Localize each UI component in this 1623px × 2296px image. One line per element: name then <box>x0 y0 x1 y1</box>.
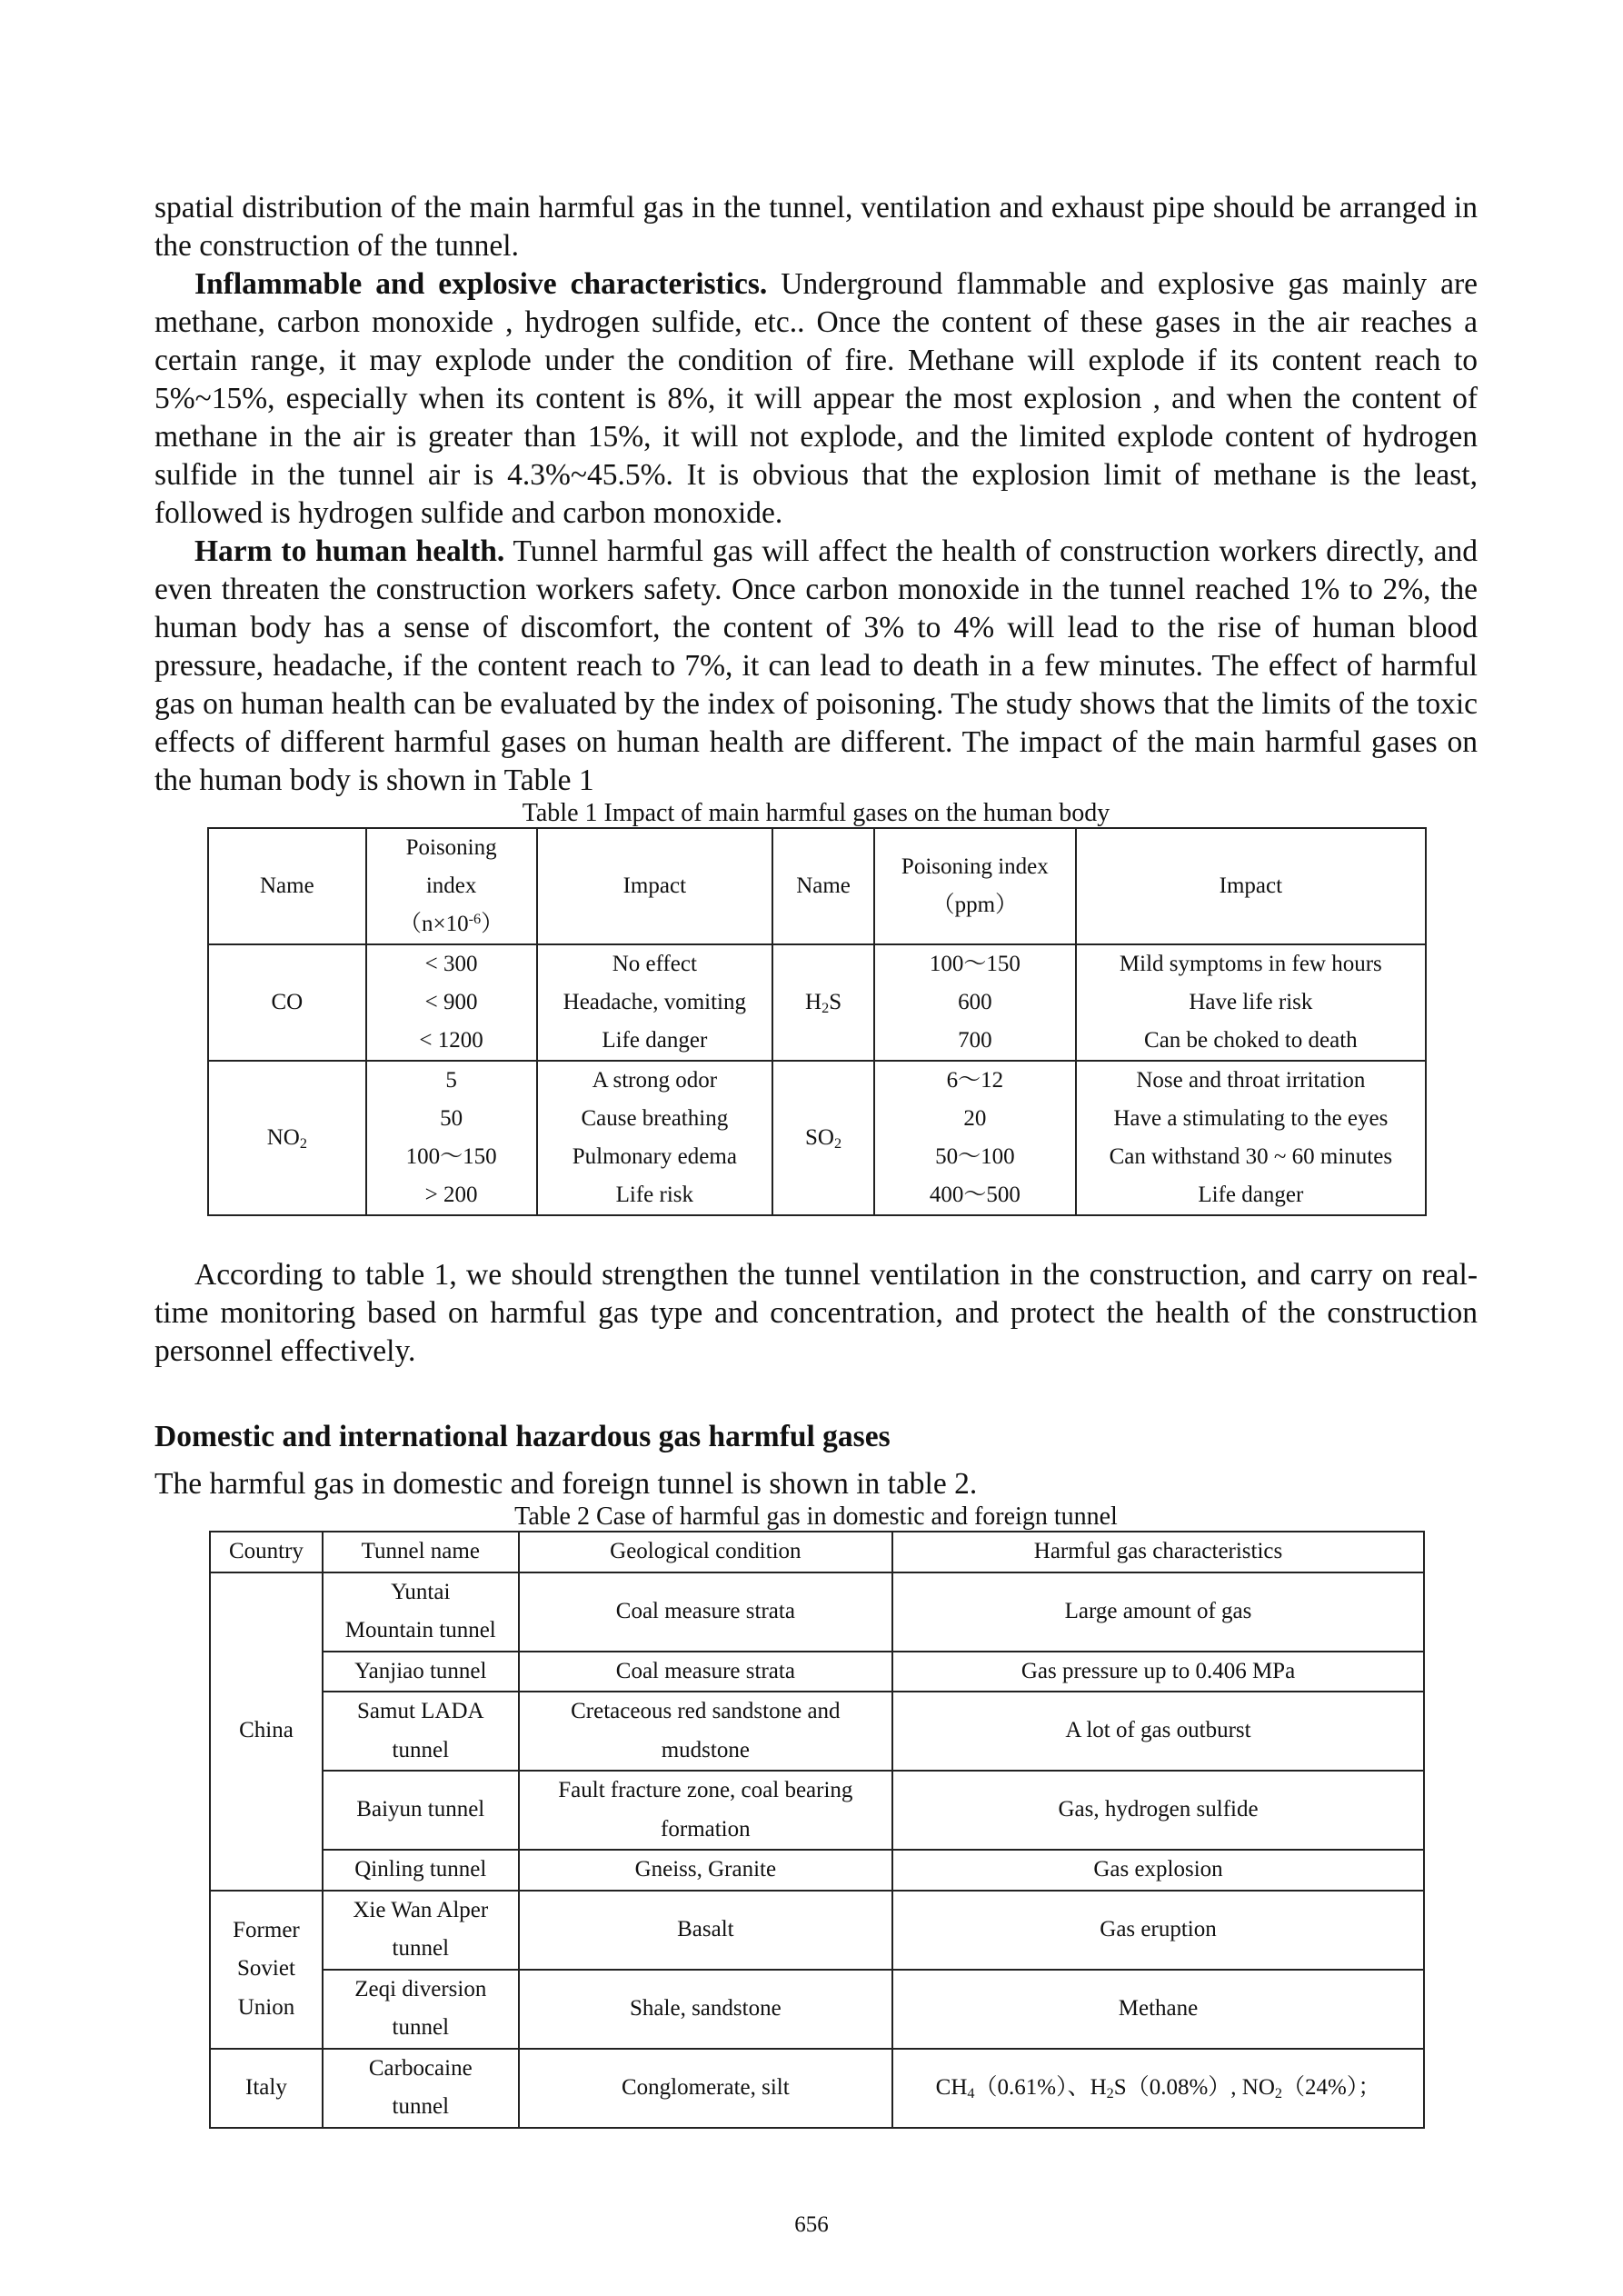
formula-subscript: 2 <box>833 1135 842 1153</box>
cell-value: 20 <box>963 1106 987 1131</box>
geological-condition: Shale, sandstone <box>519 1970 892 2049</box>
formula-subscript: 2 <box>1274 2084 1283 2101</box>
cell-value: tunnel <box>392 1737 450 1762</box>
cell-value: Mild symptoms in few hours <box>1119 952 1382 976</box>
table2-caption: Table 2 Case of harmful gas in domestic and foreign tunnel <box>514 1502 1118 1531</box>
header-text: index <box>425 873 477 898</box>
formula-subscript: 2 <box>1106 2084 1114 2101</box>
table2 <box>209 1531 1425 2129</box>
page-number: 656 <box>794 2212 829 2237</box>
cell-value: 5 <box>445 1068 457 1093</box>
formula-part: （24%）； <box>1282 2074 1381 2100</box>
gas-characteristics: Methane <box>892 1970 1424 2049</box>
page-content <box>154 189 1478 2129</box>
cell-value: tunnel <box>392 1936 450 1961</box>
paragraph-inflammable <box>154 265 1478 533</box>
gas-characteristics: Gas pressure up to 0.406 MPa <box>892 1652 1424 1692</box>
unit-text: ） <box>481 912 504 936</box>
paragraph-health <box>154 533 1478 800</box>
geological-condition: Coal measure strata <box>519 1572 892 1652</box>
cell-value: Union <box>237 1994 295 2020</box>
paragraph-conclusion: According to table 1, we should strengthen the tunnel ventilation in the construction, and carry on real-time monitoring based on harmful gas type and concentration, and protect the health of the construction personnel effectively. <box>154 1258 1478 1368</box>
paragraph-health-body: Tunnel harmful gas will affect the health of construction workers directly, and even threaten the construction workers safety. Once carbon monoxide in the tunnel reached 1% to 2%, the human body has a sense of discomfort, the content of 3% to 4% will lead to the rise of human blood pressure, headache, if the content reach to 7%, it can lead to death in a few minutes. The effect of harmful gas on human health can be evaluated by the index of poisoning. The study shows that the limits of the toxic effects of different harmful gases on human health are different. The impact of the main harmful gases on the human body is shown in Table 1 <box>154 534 1478 797</box>
cell-value: 50～100 <box>935 1144 1015 1169</box>
table2-header-row <box>210 1532 1424 1572</box>
cell-value: Life risk <box>615 1183 694 1207</box>
cell-value: 600 <box>958 990 992 1014</box>
h2s-index-values <box>874 944 1076 1061</box>
cell-value: Have a stimulating to the eyes <box>1113 1106 1389 1131</box>
table1-header-impact2: Impact <box>1076 828 1426 944</box>
country-soviet <box>210 1891 323 2049</box>
tunnel-name <box>323 1572 519 1652</box>
paragraph-inflammable-body: Underground flammable and explosive gas mainly are methane, carbon monoxide , hydrogen sulfide, etc.. Once the content of these gases in the air reaches a certain range, it may explode under the condition of fire. Methane will explode if its content reach to 5%~15%, especially when its content is 8%, it will appear the most explosion , and when the content of methane in the air is greater than 15%, it will not explode, and the limited explode content of hydrogen sulfide in the tunnel air is 4.3%~45.5%. It is obvious that the explosion limit of methane is the least, followed is hydrogen sulfide and carbon monoxide. <box>154 267 1478 530</box>
h2s-impact-values <box>1076 944 1426 1061</box>
cell-value: < 300 <box>424 952 478 976</box>
so2-impact-values <box>1076 1061 1426 1215</box>
gas-characteristics: Gas, hydrogen sulfide <box>892 1771 1424 1850</box>
cell-value: Fault fracture zone, coal bearing <box>558 1778 853 1802</box>
paragraph-intro: spatial distribution of the main harmful gas in the tunnel, ventilation and exhaust pipe should be arranged in the construction of the tunnel. <box>154 191 1478 263</box>
table-row <box>210 2049 1424 2128</box>
geological-condition: Basalt <box>519 1891 892 1970</box>
cell-value: < 1200 <box>419 1028 483 1053</box>
formula-part: H <box>1090 2074 1107 2100</box>
cell-value: Have life risk <box>1189 990 1313 1014</box>
table1-header-name: Name <box>208 828 366 944</box>
formula-part: CH <box>935 2074 968 2100</box>
co-impact-values <box>537 944 773 1061</box>
gas-characteristics: Gas explosion <box>892 1850 1424 1891</box>
table2-header-tunnel: Tunnel name <box>323 1532 519 1572</box>
country-china: China <box>210 1572 323 1891</box>
cell-value: No effect <box>612 952 697 976</box>
cell-value: Carbocaine <box>368 2055 473 2081</box>
table1-header-poison-ppm <box>874 828 1076 944</box>
cell-value: Nose and throat irritation <box>1136 1068 1366 1093</box>
geological-condition: Coal measure strata <box>519 1652 892 1692</box>
formula-part: S（0.08%）, <box>1113 2074 1242 2100</box>
table1-row-co <box>208 944 1426 1061</box>
so2-index-values <box>874 1061 1076 1215</box>
geological-condition: Gneiss, Granite <box>519 1850 892 1891</box>
geological-condition <box>519 1771 892 1850</box>
no2-index-values <box>366 1061 537 1215</box>
formula-subscript: 2 <box>821 1000 830 1017</box>
formula-subscript: 2 <box>299 1135 307 1153</box>
geological-condition: Conglomerate, silt <box>519 2049 892 2128</box>
gas-name-so2 <box>772 1061 874 1215</box>
spacer <box>154 1216 1478 1256</box>
tunnel-name: Yanjiao tunnel <box>323 1652 519 1692</box>
tunnel-name: Baiyun tunnel <box>323 1771 519 1850</box>
table-row <box>210 1572 1424 1652</box>
cell-value: < 900 <box>424 990 478 1014</box>
table-row <box>210 1850 1424 1891</box>
gas-characteristics: Large amount of gas <box>892 1572 1424 1652</box>
paragraph-table2-intro: The harmful gas in domestic and foreign tunnel is shown in table 2. <box>154 1467 978 1501</box>
cell-value: Life danger <box>602 1028 708 1053</box>
formula-part: SO <box>805 1125 834 1150</box>
cell-value: mudstone <box>661 1737 750 1762</box>
cell-value: Mountain tunnel <box>344 1618 496 1642</box>
cell-value: Soviet <box>237 1956 295 1982</box>
cell-value: 6～12 <box>946 1068 1004 1093</box>
formula-subscript: 4 <box>967 2084 975 2101</box>
cell-value: Zeqi diversion <box>354 1976 487 2002</box>
table1-header-name2: Name <box>772 828 874 944</box>
cell-value: 700 <box>958 1028 992 1053</box>
table2-header-geology: Geological condition <box>519 1532 892 1572</box>
formula-part: H <box>805 990 822 1014</box>
cell-value: Can be choked to death <box>1144 1028 1358 1053</box>
gas-name-co: CO <box>208 944 366 1061</box>
tunnel-name <box>323 1891 519 1970</box>
formula-part: （0.61%）、 <box>974 2074 1090 2100</box>
table2-header-country: Country <box>210 1532 323 1572</box>
cell-value: Headache, vomiting <box>563 990 746 1014</box>
gas-characteristics <box>892 2049 1424 2128</box>
spacer <box>154 1456 1478 1465</box>
cell-value: Cretaceous red sandstone and <box>571 1699 841 1723</box>
cell-value: formation <box>661 1816 751 1842</box>
cell-value: Pulmonary edema <box>572 1144 737 1169</box>
table-row <box>210 1891 1424 1970</box>
paragraph-health-heading: Harm to human health. <box>194 534 505 568</box>
table-row <box>210 1692 1424 1771</box>
cell-value: 400～500 <box>929 1183 1021 1207</box>
cell-value: 100～150 <box>929 952 1021 976</box>
cell-value: Life danger <box>1198 1183 1304 1207</box>
cell-value: 50 <box>440 1106 463 1131</box>
tunnel-name <box>323 1970 519 2049</box>
tunnel-name <box>323 2049 519 2128</box>
header-unit <box>371 905 533 943</box>
geological-condition <box>519 1692 892 1771</box>
gas-characteristics: A lot of gas outburst <box>892 1692 1424 1771</box>
cell-value: Former <box>233 1917 300 1942</box>
table-row <box>210 1771 1424 1850</box>
cell-value: 100～150 <box>405 1144 497 1169</box>
gas-name-no2 <box>208 1061 366 1215</box>
table1-header-impact: Impact <box>537 828 773 944</box>
table1-caption: Table 1 Impact of main harmful gases on the human body <box>522 799 1110 827</box>
cell-value: tunnel <box>392 2015 450 2040</box>
unit-exponent: -6 <box>468 910 482 927</box>
unit-text: （n×10 <box>399 912 469 936</box>
cell-value: tunnel <box>392 2094 450 2119</box>
paragraph-inflammable-heading: Inflammable and explosive characteristics. <box>194 267 768 301</box>
gas-name-h2s <box>772 944 874 1061</box>
cell-value: Can withstand 30 ~ 60 minutes <box>1109 1144 1393 1169</box>
formula-part: NO <box>266 1125 300 1150</box>
table-row <box>210 1652 1424 1692</box>
tunnel-name <box>323 1692 519 1771</box>
gas-characteristics: Gas eruption <box>892 1891 1424 1970</box>
table2-header-gas: Harmful gas characteristics <box>892 1532 1424 1572</box>
header-text: （ppm） <box>931 893 1019 917</box>
tunnel-name: Qinling tunnel <box>323 1850 519 1891</box>
formula-part: NO <box>1241 2074 1275 2100</box>
co-index-values <box>366 944 537 1061</box>
no2-impact-values <box>537 1061 773 1215</box>
cell-value: > 200 <box>424 1183 478 1207</box>
spacer <box>154 1371 1478 1418</box>
table1-header-row <box>208 828 1426 944</box>
table1-row-no2 <box>208 1061 1426 1215</box>
cell-value: Cause breathing <box>581 1106 729 1131</box>
table1 <box>207 827 1427 1216</box>
cell-value: Samut LADA <box>357 1699 484 1723</box>
section-heading: Domestic and international hazardous gas harmful gases <box>154 1420 891 1453</box>
country-italy: Italy <box>210 2049 323 2128</box>
cell-value: A strong odor <box>592 1068 718 1093</box>
table1-header-poison-index <box>366 828 537 944</box>
header-text: Poisoning <box>405 835 497 860</box>
formula-part: S <box>829 990 842 1014</box>
table-row <box>210 1970 1424 2049</box>
cell-value: Yuntai <box>391 1579 451 1604</box>
cell-value: Xie Wan Alper <box>353 1897 489 1922</box>
header-text: Poisoning index <box>901 854 1049 879</box>
